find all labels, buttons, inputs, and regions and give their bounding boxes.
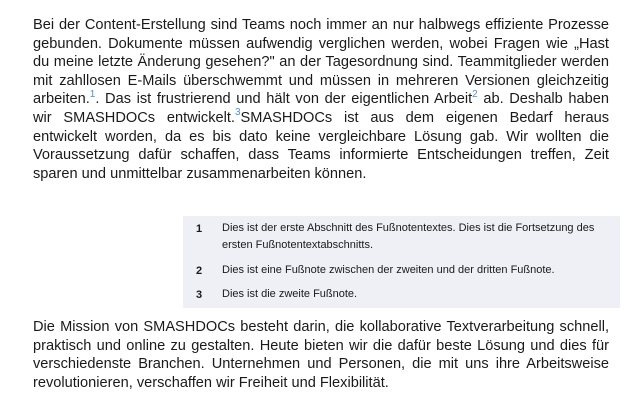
footnote-text: Dies ist der erste Abschnitt des Fußnotentextes. Dies ist die Fortsetzung des ersten Fußnotentextabschnitts. [222,222,595,251]
intro-text-part4: SMASHDOCs ist aus dem eigenen Bedarf heraus entwickelt worden, da es bis dato keine vergleichbare Lösung gab. Wir wollten die Voraussetzung dafür schaffen, dass Teams informierte Entscheidungen treffen, Zeit sparen und unmittelbar zusammenarbeiten können. [33,109,609,182]
footnotes-box [183,216,620,308]
intro-text-part3: ab. Deshalb haben wir SMASHDOCs entwickelt. [33,91,609,126]
footnote-text: Dies ist eine Fußnote zwischen der zweiten und der dritten Fußnote. [222,264,555,276]
footnote-ref-2[interactable]: 2 [472,88,478,100]
intro-text-part2: . Das ist frustrierend und hält von der eigentlichen Arbeit [95,91,473,108]
footnote-text: Dies ist die zweite Fußnote. [222,288,358,300]
footnote-ref-1[interactable]: 1 [89,88,96,100]
intro-text-part1: Bei der Content-Erstellung sind Teams noch immer an nur halbwegs effiziente Prozesse gebunden. Dokumente müssen aufwendig verglichen werden, wobei Fragen wie „Hast du meine letzte Änderung gesehen?" an der Tagesordnung sind. Teammitglieder werden mit zahllosen E-Mails überschwemmt und müssen in mehreren Versionen gleichzeitig arbeiten. [33,17,609,108]
footnote-number: 3 [196,289,203,301]
intro-paragraph [33,16,609,183]
footnote-number: 1 [196,223,203,235]
footnote-ref-3[interactable]: 3 [234,107,241,119]
mission-paragraph: Die Mission von SMASHDOCs besteht darin, die kollaborative Textverarbeitung schnell, praktisch und online zu gestalten. Heute bieten wir die dafür beste Lösung und dies für verschiedenste Branchen. Unternehmen und Personen, die mit uns ihre Arbeitsweise revolutionieren, verschaffen wir Freiheit und Flexibilität. [33,319,609,391]
footnote-number: 2 [196,265,203,277]
